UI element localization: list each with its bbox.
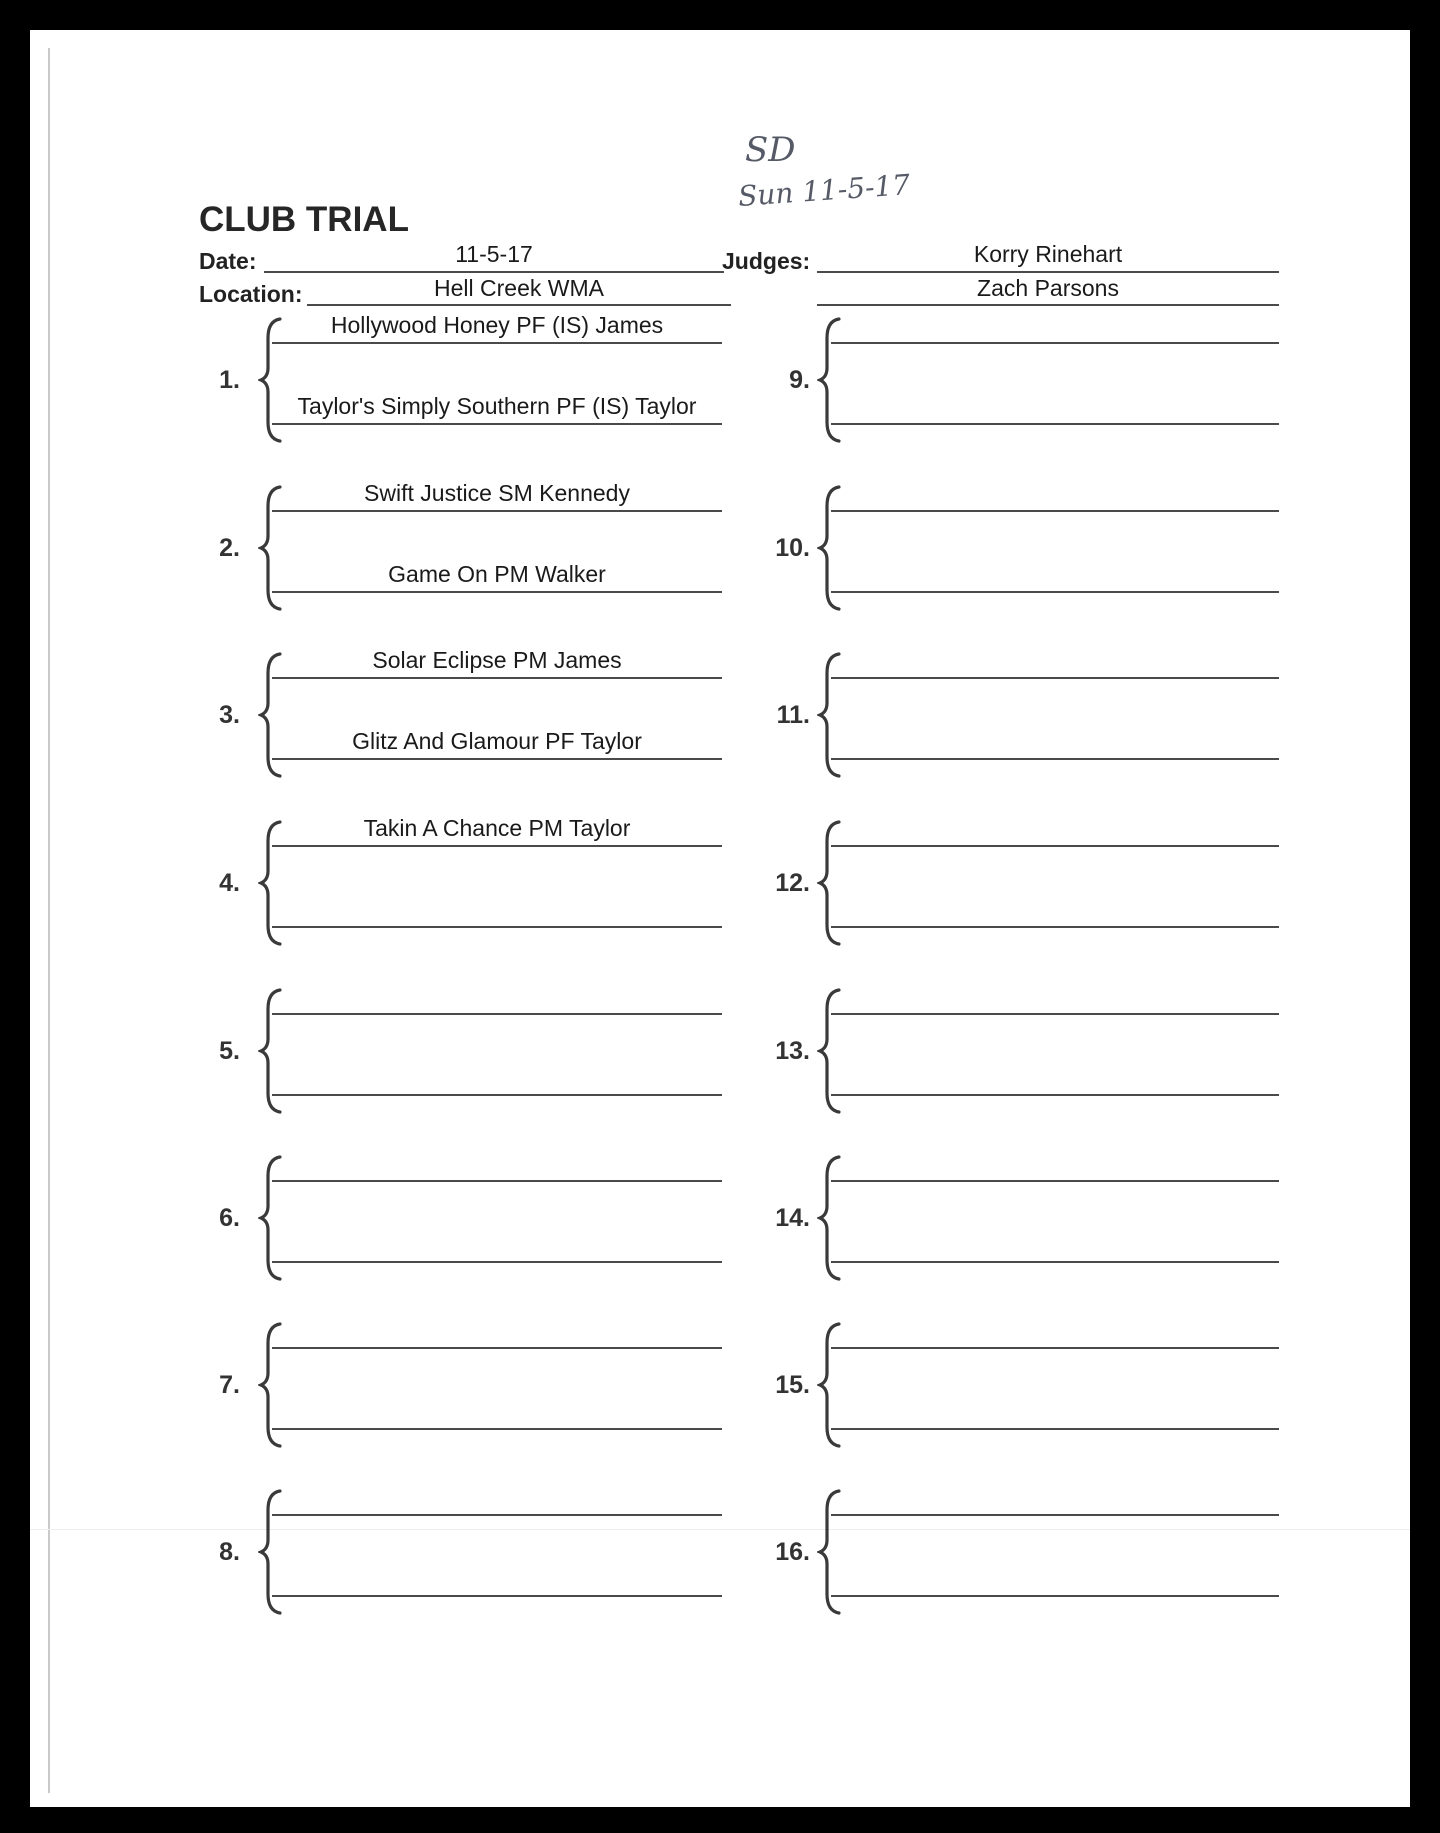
brace-number-2: 2. [219,534,240,562]
brace-number-15: 15. [775,1371,810,1399]
entry-line-bottom [831,423,1279,425]
brace-number-13: 13. [775,1037,810,1065]
location-field-line [307,304,731,306]
entry-line-top [272,510,722,512]
entry-line-top [272,1180,722,1182]
binding-margin-line [48,48,50,1793]
brace-number-16: 16. [775,1538,810,1566]
entry-line-top [272,1514,722,1516]
entry-line-bottom [831,1428,1279,1430]
entry-line-top [831,1514,1279,1516]
form-title: CLUB TRIAL [199,200,409,239]
brace-number-10: 10. [775,534,810,562]
date-label: Date: [199,248,257,274]
entry-line-top [831,1013,1279,1015]
entry-line-top [272,1347,722,1349]
entry-line-bottom [272,423,722,425]
entry-line-bottom [272,926,722,928]
brace-1-top-entry: Hollywood Honey PF (IS) James [330,312,664,338]
handwritten-date-note: Sun 11-5-17 [737,168,912,213]
entry-line-bottom [831,926,1279,928]
entry-line-bottom [272,1595,722,1597]
entry-line-top [831,510,1279,512]
entry-line-bottom [272,591,722,593]
entry-line-top [831,342,1279,344]
entry-line-bottom [831,1261,1279,1263]
judge-1-line [817,271,1279,273]
entry-line-top [272,1013,722,1015]
entry-line-bottom [831,591,1279,593]
judges-label: Judges: [722,248,811,274]
date-value: 11-5-17 [455,241,533,267]
brace-number-1: 1. [219,366,240,394]
brace-4-top-entry: Takin A Chance PM Taylor [363,815,631,841]
judge-2-value: Zach Parsons [977,275,1119,301]
brace-3-bottom-entry: Glitz And Glamour PF Taylor [352,728,642,754]
entry-line-top [272,342,722,344]
brace-number-11: 11. [776,701,810,729]
brace-number-7: 7. [219,1371,240,1399]
brace-2-top-entry: Swift Justice SM Kennedy [364,480,630,506]
brace-2-bottom-entry: Game On PM Walker [388,561,606,587]
entry-line-bottom [272,1428,722,1430]
entry-line-top [272,677,722,679]
brace-number-6: 6. [219,1204,240,1232]
brace-3-top-entry: Solar Eclipse PM James [372,647,622,673]
brace-1-bottom-entry: Taylor's Simply Southern PF (IS) Taylor [297,393,697,419]
entry-line-bottom [831,1094,1279,1096]
entry-line-top [831,677,1279,679]
brace-number-3: 3. [219,701,240,729]
entry-line-top [831,845,1279,847]
judge-2-line [817,304,1279,306]
location-label: Location: [199,281,303,307]
date-field-line [264,271,724,273]
entry-line-bottom [831,758,1279,760]
entry-line-bottom [831,1595,1279,1597]
brace-number-14: 14. [775,1204,810,1232]
judge-1-value: Korry Rinehart [973,241,1123,267]
entry-line-bottom [272,1261,722,1263]
location-value: Hell Creek WMA [434,275,604,301]
entry-line-top [831,1347,1279,1349]
handwritten-initials: SD [745,130,796,170]
entry-line-top [272,845,722,847]
brace-number-5: 5. [219,1037,240,1065]
scan-fold-line [30,1529,1410,1530]
entry-line-bottom [272,758,722,760]
brace-number-12: 12. [775,869,810,897]
entry-line-top [831,1180,1279,1182]
brace-number-4: 4. [219,869,240,897]
brace-number-8: 8. [219,1538,240,1566]
entry-line-bottom [272,1094,722,1096]
brace-number-9: 9. [789,366,810,394]
